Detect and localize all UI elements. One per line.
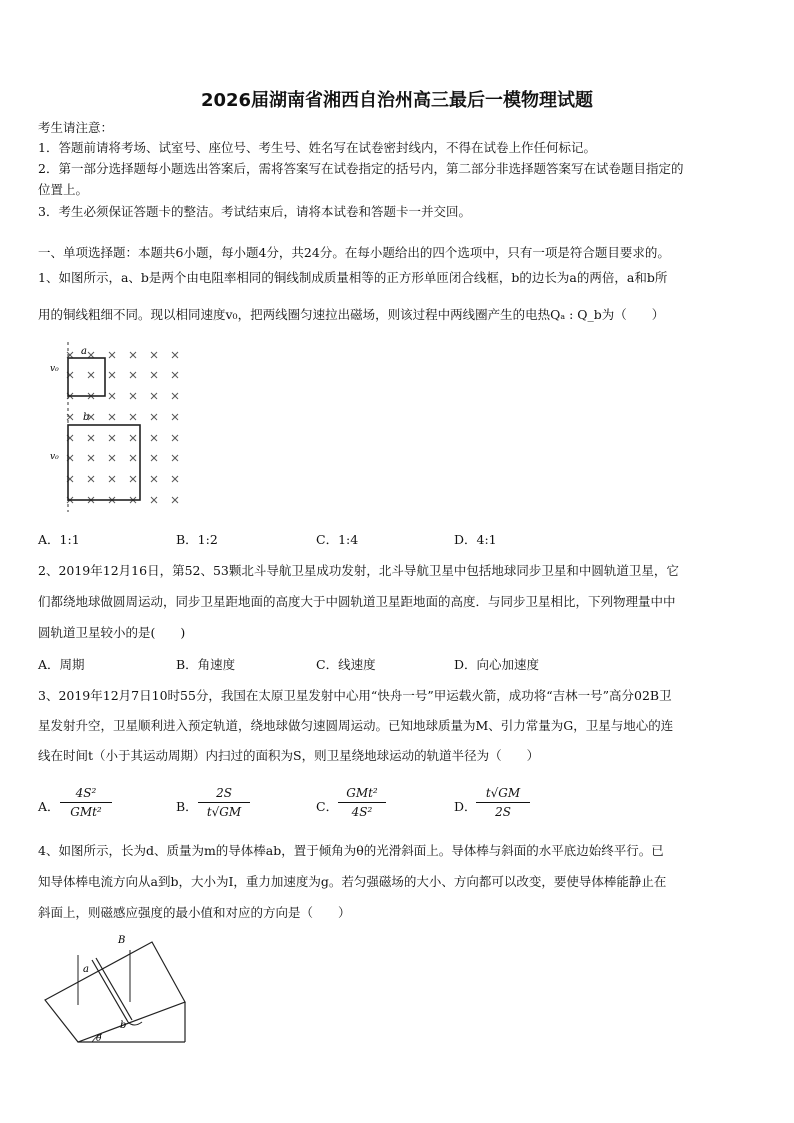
field-cross-mark xyxy=(151,435,157,441)
field-cross-mark xyxy=(109,414,115,420)
q2-option-a[interactable]: A．周期 xyxy=(38,657,85,672)
field-cross-mark xyxy=(109,435,115,441)
field-cross-mark xyxy=(88,455,94,461)
field-cross-mark xyxy=(130,414,136,420)
q3-option-c-label[interactable]: C． xyxy=(316,799,339,814)
q3-option-d-denominator: 2S xyxy=(495,805,511,819)
q1-stem-line-2: 用的铜线粗细不同。现以相同速度v₀，把两线圈匀速拉出磁场，则该过程中两线圈产生的电热Qₐ : Q_b为（ ） xyxy=(38,307,665,322)
field-cross-mark xyxy=(151,393,157,399)
q3-option-c-denominator: 4S² xyxy=(351,805,373,819)
field-cross-mark xyxy=(151,497,157,503)
q3-stem-line-3: 线在时间t（小于其运动周期）内扫过的面积为S，则卫星绕地球运动的轨道半径为（ ） xyxy=(38,748,540,763)
field-cross-mark xyxy=(109,476,115,482)
q4-stem-line-2: 知导体棒电流方向从a到b，大小为I，重力加速度为g。若匀强磁场的大小、方向都可以改变，要使导体棒能静止在 xyxy=(38,874,667,889)
q3-option-b-numerator: 2S xyxy=(198,786,250,803)
q1-magnetic-field-figure xyxy=(45,340,195,515)
notice-item-1: 1．答题前请将考场、试室号、座位号、考生号、姓名写在试卷密封线内，不得在试卷上作任何标记。 xyxy=(38,140,596,155)
q2-stem-line-3: 圆轨道卫星较小的是( ) xyxy=(38,625,186,640)
q3-stem-line-2: 星发射升空，卫星顺利进入预定轨道，绕地球做匀速圆周运动。已知地球质量为M、引力常量为G，卫星与地心的连 xyxy=(38,718,674,733)
q3-option-a-fraction[interactable] xyxy=(60,786,112,819)
field-cross-mark xyxy=(88,476,94,482)
notice-heading: 考生请注意： xyxy=(38,120,114,135)
q1-option-c[interactable]: C．1:4 xyxy=(316,532,359,547)
field-cross-mark xyxy=(172,393,178,399)
q2-option-c[interactable]: C．线速度 xyxy=(316,657,376,672)
field-cross-mark xyxy=(172,497,178,503)
field-cross-mark xyxy=(172,476,178,482)
field-cross-mark xyxy=(151,372,157,378)
section-heading: 一、单项选择题：本题共6小题，每小题4分，共24分。在每小题给出的四个选项中，只有一项是符合题目要求的。 xyxy=(38,245,670,260)
field-cross-mark xyxy=(151,476,157,482)
notice-item-2-cont: 位置上。 xyxy=(38,182,89,197)
page-title: 2026届湖南省湘西自治州高三最后一模物理试题 xyxy=(200,90,594,111)
q2-stem-line-1: 2、2019年12月16日，第52、53颗北斗导航卫星成功发射，北斗导航卫星中包括地球同步卫星和中圆轨道卫星，它 xyxy=(38,563,679,578)
q3-option-d-fraction[interactable] xyxy=(476,786,530,819)
notice-item-3: 3．考生必须保证答题卡的整洁。考试结束后，请将本试卷和答题卡一并交回。 xyxy=(38,204,471,219)
q4-stem-line-1: 4、如图所示，长为d、质量为m的导体棒ab，置于倾角为θ的光滑斜面上。导体棒与斜面的水平底边始终平行。已 xyxy=(38,843,664,858)
field-cross-mark xyxy=(88,435,94,441)
q3-option-b-fraction[interactable] xyxy=(198,786,250,819)
q4-stem-line-3: 斜面上，则磁感应强度的最小值和对应的方向是（ ） xyxy=(38,905,351,920)
field-cross-mark xyxy=(109,372,115,378)
q3-option-d-label[interactable]: D． xyxy=(454,799,477,814)
field-cross-mark xyxy=(151,352,157,358)
q1-option-a[interactable]: A．1:1 xyxy=(38,532,80,547)
field-cross-mark xyxy=(172,372,178,378)
field-cross-mark xyxy=(130,372,136,378)
q3-option-c-numerator: GMt² xyxy=(338,786,386,803)
q4-incline-figure xyxy=(40,930,200,1050)
field-cross-mark xyxy=(109,352,115,358)
q2-option-d[interactable]: D．向心加速度 xyxy=(454,657,540,672)
q3-option-a-label[interactable]: A． xyxy=(38,799,60,814)
q3-stem-line-1: 3、2019年12月7日10时55分，我国在太原卫星发射中心用“快舟一号”甲运载火箭，成功将“吉林一号”高分02B卫 xyxy=(38,688,672,703)
q4-fig-label-a: a xyxy=(83,964,89,975)
q3-option-b-denominator: t√GM xyxy=(206,805,242,819)
field-cross-mark xyxy=(130,455,136,461)
field-cross-mark xyxy=(151,455,157,461)
field-cross-mark xyxy=(130,476,136,482)
field-cross-mark xyxy=(88,372,94,378)
field-cross-mark xyxy=(109,455,115,461)
q3-option-b-label[interactable]: B． xyxy=(176,799,198,814)
q2-option-b[interactable]: B．角速度 xyxy=(176,657,236,672)
q3-option-a-numerator: 4S² xyxy=(60,786,112,803)
q4-fig-label-b: b xyxy=(120,1020,127,1031)
q1-fig-v0-upper: v₀ xyxy=(50,364,59,374)
field-cross-mark xyxy=(172,455,178,461)
q1-fig-label-a: a xyxy=(81,346,87,357)
q1-fig-label-b: b xyxy=(83,412,90,423)
q1-option-b[interactable]: B．1:2 xyxy=(176,532,218,547)
notice-item-2: 2．第一部分选择题每小题选出答案后，需将答案写在试卷指定的括号内，第二部分非选择题答案写在试卷题目指定的 xyxy=(38,161,684,176)
field-cross-mark xyxy=(130,435,136,441)
field-cross-mark xyxy=(172,414,178,420)
q3-option-d-numerator: t√GM xyxy=(476,786,530,803)
field-cross-mark xyxy=(130,393,136,399)
q1-option-d[interactable]: D．4:1 xyxy=(454,532,497,547)
q3-option-c-fraction[interactable] xyxy=(338,786,386,819)
q1-fig-v0-lower: v₀ xyxy=(50,452,59,462)
field-cross-mark xyxy=(130,352,136,358)
q4-fig-label-B: B xyxy=(118,935,126,946)
q1-stem-line-1: 1、如图所示，a、b是两个由电阻率相同的铜线制成质量相等的正方形单匝闭合线框，b的边长为a的两倍，a和b所 xyxy=(38,270,668,285)
field-cross-mark xyxy=(172,435,178,441)
field-cross-mark xyxy=(151,414,157,420)
q2-stem-line-2: 们都绕地球做圆周运动，同步卫星距地面的高度大于中圆轨道卫星距地面的高度．与同步卫星相比，下列物理量中中 xyxy=(38,594,676,609)
field-cross-mark xyxy=(172,352,178,358)
q4-fig-label-theta: θ xyxy=(96,1034,102,1044)
field-cross-mark xyxy=(109,393,115,399)
field-cross-mark xyxy=(88,352,94,358)
q3-option-a-denominator: GMt² xyxy=(70,805,102,819)
